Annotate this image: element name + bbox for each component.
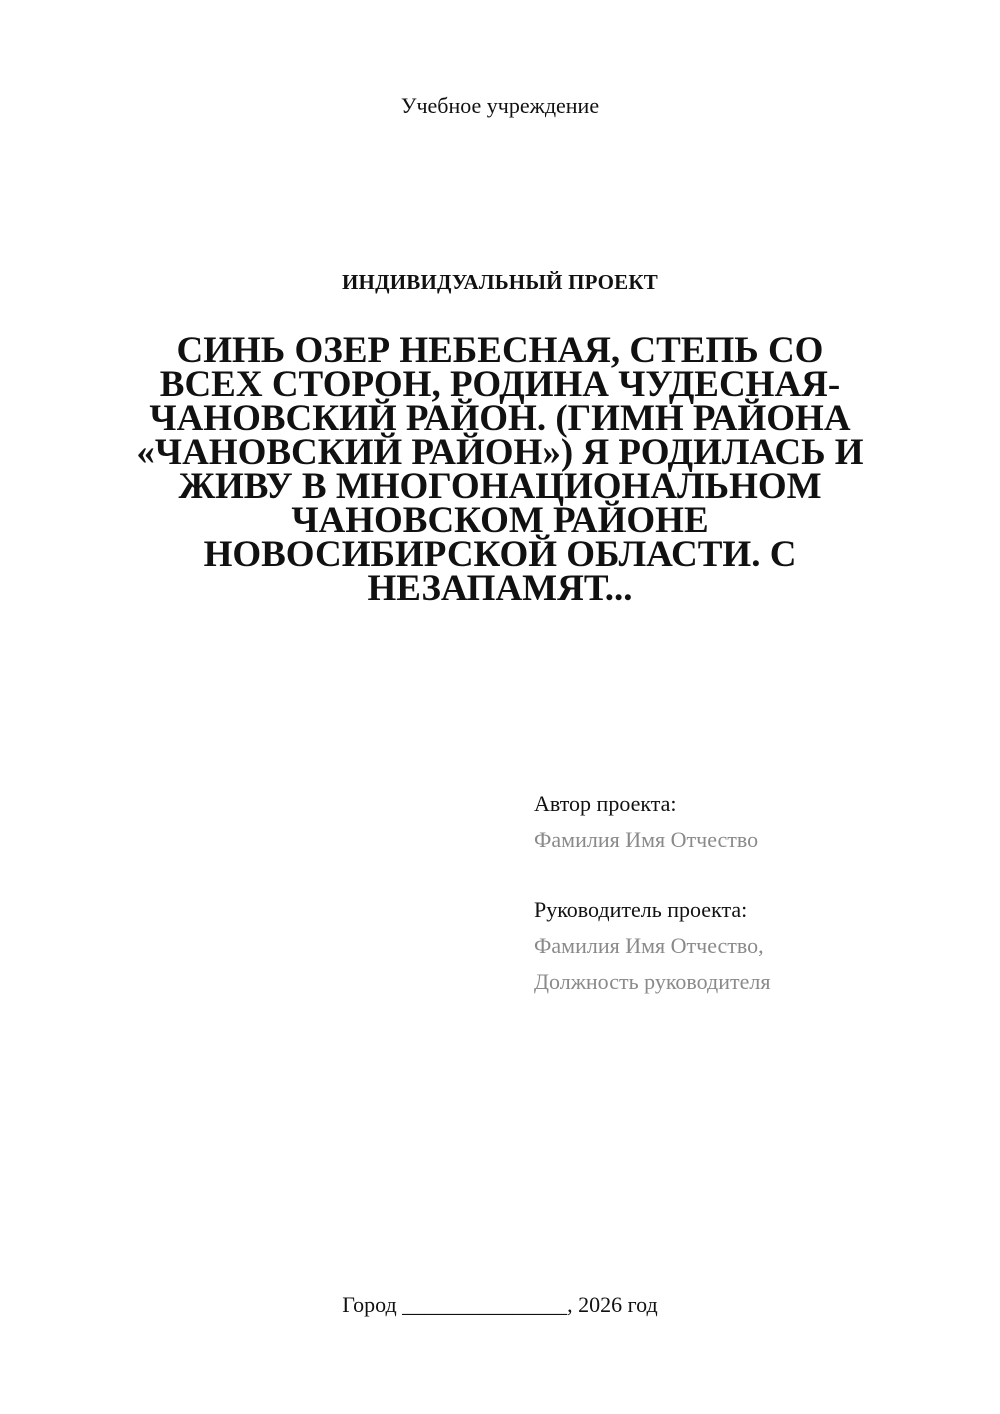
- author-name: Фамилия Имя Отчество: [534, 827, 759, 852]
- author-label: Автор проекта:: [534, 791, 677, 816]
- project-title: СИНЬ ОЗЕР НЕБЕСНАЯ, СТЕПЬ СО ВСЕХ СТОРОН, РОДИНА ЧУДЕСНАЯ- ЧАНОВСКИЙ РАЙОН. (ГИМН РАЙОНА «ЧАНОВСКИЙ РАЙОН») Я РОДИЛАСЬ И ЖИВУ В МНОГОНАЦИОНАЛЬНОМ ЧАНОВСКОМ РАЙОНЕ НОВОСИБИРСКОЙ ОБЛАСТИ. С НЕЗАПАМЯТ...: [136, 330, 864, 609]
- author-block: [534, 786, 974, 1000]
- supervisor-position: Должность руководителя: [534, 969, 771, 994]
- city-year-line: Город _______________, 2026 год: [342, 1292, 658, 1317]
- supervisor-label: Руководитель проекта:: [534, 897, 748, 922]
- supervisor-name: Фамилия Имя Отчество,: [534, 933, 764, 958]
- document-type: ИНДИВИДУАЛЬНЫЙ ПРОЕКТ: [342, 270, 658, 294]
- block-spacer: [534, 858, 974, 892]
- institution-name: Учебное учреждение: [400, 93, 600, 118]
